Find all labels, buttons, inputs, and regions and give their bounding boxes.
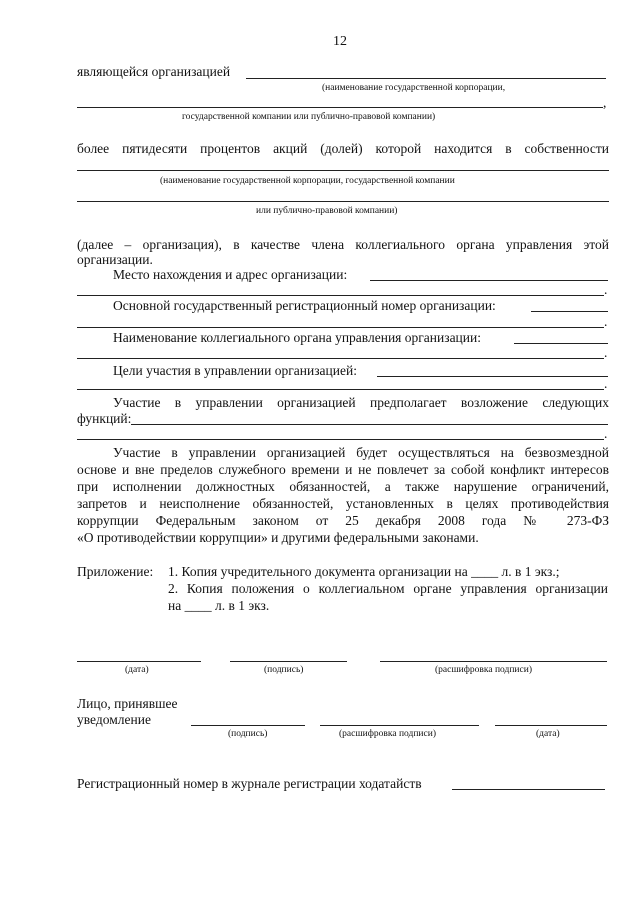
member-line-2: организации. — [77, 252, 153, 267]
signature-line[interactable] — [230, 661, 347, 662]
receiver-date-caption: (дата) — [536, 729, 560, 739]
organization-caption-1: (наименование государственной корпорации, — [322, 83, 506, 93]
comma: , — [603, 95, 607, 110]
body-name-label: Наименование коллегиального органа управления организации: — [113, 330, 481, 345]
attachment-item-2: 2. Копия положения о коллегиальном органе управления организации — [168, 581, 608, 596]
ogrn-label: Основной государственный регистрационный номер организации: — [113, 298, 496, 313]
member-line-1: (далее – организация), в качестве члена коллегиального органа управления этой — [77, 237, 609, 252]
receiver-label-2: уведомление — [77, 712, 151, 727]
owner-name-line[interactable] — [77, 170, 609, 171]
receiver-decode-caption: (расшифровка подписи) — [339, 729, 436, 739]
owner-caption-2: или публично-правовой компании) — [256, 206, 398, 216]
statement-line: «О противодействии коррупции» и другими федеральными законами. — [77, 530, 479, 545]
date-caption: (дата) — [125, 665, 149, 675]
signature-decode-line[interactable] — [380, 661, 607, 662]
receiver-signature-caption: (подпись) — [228, 729, 268, 739]
goals-line-2[interactable] — [77, 389, 604, 390]
functions-line-2[interactable] — [77, 439, 604, 440]
functions-line-1: Участие в управлении организацией предполагает возложение следующих — [113, 395, 609, 410]
page-number: 12 — [333, 34, 347, 49]
attachment-item-2-cont: на ____ л. в 1 экз. — [168, 598, 270, 613]
attachments-label: Приложение: — [77, 564, 154, 579]
body-name-line-2[interactable] — [77, 358, 604, 359]
body-name-period: . — [604, 345, 608, 360]
receiver-date-line[interactable] — [495, 725, 607, 726]
organization-name-line[interactable] — [246, 78, 606, 79]
address-line-2[interactable] — [77, 295, 604, 296]
ogrn-line-2[interactable] — [77, 327, 604, 328]
statement-line: запретов и неисполнение обязанностей, установленных в целях противодействия — [77, 496, 609, 511]
date-line[interactable] — [77, 661, 201, 662]
registration-number-line[interactable] — [452, 789, 605, 790]
statement-line: Участие в управлении организацией будет осуществляться на безвозмездной — [113, 445, 609, 460]
body-name-line[interactable] — [514, 343, 608, 344]
statement-line: коррупции Федеральным законом от 25 декабря 2008 года № 273-ФЗ — [77, 513, 609, 528]
organization-caption-2: государственной компании или публично-правовой компании) — [182, 112, 436, 122]
address-line[interactable] — [370, 280, 608, 281]
signature-caption: (подпись) — [264, 665, 304, 675]
signature-decode-caption: (расшифровка подписи) — [435, 665, 532, 675]
address-label: Место нахождения и адрес организации: — [113, 267, 348, 282]
receiver-label-1: Лицо, принявшее — [77, 696, 178, 711]
statement-line: основе и вне пределов служебного времени и не повлечет за собой конфликт интересов — [77, 462, 609, 477]
ogrn-period: . — [604, 314, 608, 329]
goals-line[interactable] — [377, 376, 608, 377]
statement-paragraph — [77, 444, 609, 546]
goals-label: Цели участия в управлении организацией: — [113, 363, 357, 378]
ownership-text: более пятидесяти процентов акций (долей) которой находится в собственности — [77, 141, 609, 156]
owner-name-line-2[interactable] — [77, 201, 609, 202]
registration-label: Регистрационный номер в журнале регистрации ходатайств — [77, 776, 422, 791]
functions-line[interactable] — [131, 424, 608, 425]
statement-line: при исполнении должностных обязанностей, а также нарушение ограничений, — [77, 479, 609, 494]
goals-period: . — [604, 376, 608, 391]
receiver-decode-line[interactable] — [320, 725, 479, 726]
ogrn-line[interactable] — [531, 311, 608, 312]
attachment-item-1: 1. Копия учредительного документа организации на ____ л. в 1 экз.; — [168, 564, 560, 579]
address-period: . — [604, 282, 608, 297]
organization-label: являющейся организацией — [77, 64, 231, 79]
receiver-signature-line[interactable] — [191, 725, 305, 726]
functions-label: функций: — [77, 411, 132, 426]
functions-period: . — [604, 426, 608, 441]
owner-caption-1: (наименование государственной корпорации, государственной компании — [160, 176, 455, 186]
organization-name-line-2[interactable] — [77, 107, 603, 108]
